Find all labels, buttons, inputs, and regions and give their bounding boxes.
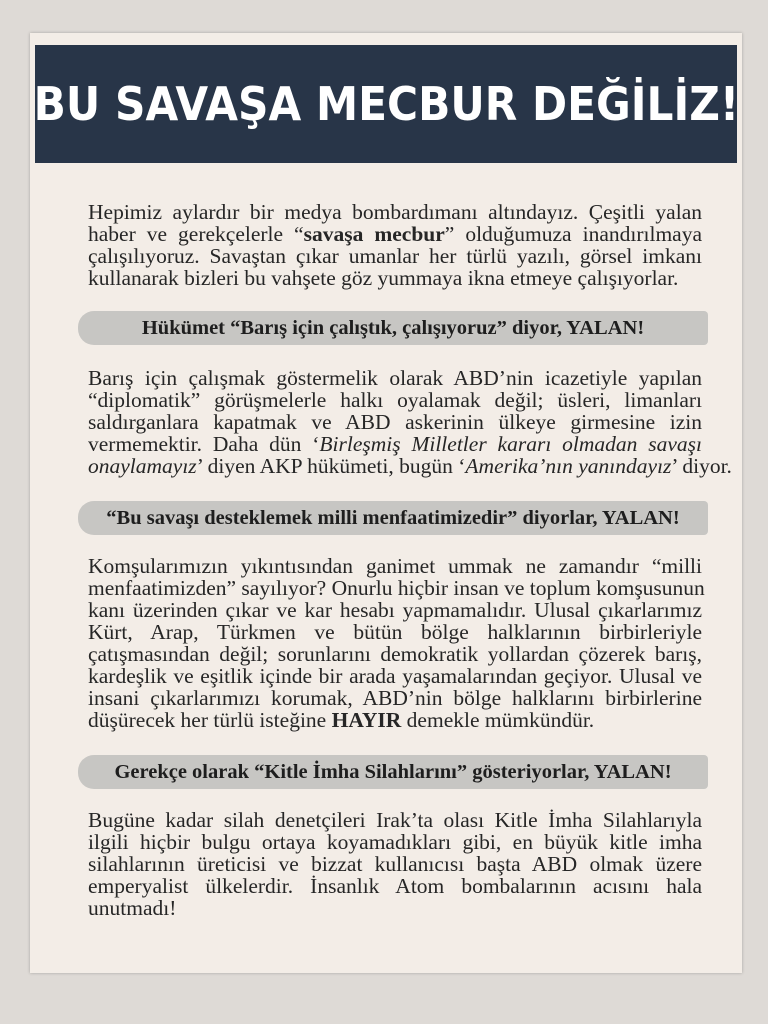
italic-quote: Birleşmiş Milletler kararı olmadan savaşı <box>319 432 702 456</box>
section-heading-bar <box>78 311 708 345</box>
intro-paragraph <box>88 201 702 289</box>
text-run: ” olduğumuza inandırılmaya <box>444 222 703 246</box>
title-banner <box>35 45 737 163</box>
paragraph-line: kanı üzerinden çıkar ve kar hesabı yapmamalıdır. Ulusal çıkarlarımız <box>88 598 702 622</box>
paragraph-line: kardeşlik ve eşitlik içinde bir arada yaşamalarından geçiyor. Ulusal ve <box>88 664 702 688</box>
peace-paragraph <box>88 366 732 478</box>
paragraph-line: ilgili hiçbir bulgu ortaya koyamadıkları gibi, en büyük kitle imha <box>88 830 702 854</box>
text-run: ’ diyen AKP hükümeti, bugün ‘ <box>196 454 466 478</box>
paragraph-line: menfaatimizden” sayılıyor? Onurlu hiçbir insan ve toplum komşusunun <box>88 576 705 600</box>
weapons-paragraph <box>88 809 702 919</box>
text-run: haber ve gerekçelerle “ <box>88 222 304 246</box>
paragraph-line: kullanarak bizleri bu vahşete göz yummaya ikna etmeye çalışıyorlar. <box>88 266 679 290</box>
paragraph-line <box>88 433 702 455</box>
page-title: BU SAVAŞA MECBUR DEĞİLİZ! <box>33 77 739 131</box>
paragraph-line: Hepimiz aylardır bir medya bombardımanı altındayız. Çeşitli yalan <box>88 200 702 224</box>
paragraph-line: silahlarının üreticisi ve bizzat kullanıcısı başta ABD olmak üzere <box>88 852 702 876</box>
paragraph-line: insani çıkarlarımızı korumak, ABD’nin bölge halklarını birbirlerine <box>88 686 702 710</box>
paragraph-line: çatışmasından değil; sorunlarını demokratik yollardan çözerek barış, <box>88 642 702 666</box>
bold-word: HAYIR <box>331 708 402 732</box>
section-heading: “Bu savaşı desteklemek milli menfaatimizedir” diyorlar, YALAN! <box>106 506 680 529</box>
section-heading-bar <box>78 755 708 789</box>
interest-paragraph <box>88 554 705 732</box>
paragraph-line: Komşularımızın yıkıntısından ganimet ummak ne zamandır “milli <box>88 554 702 578</box>
text-run: vermemektir. Daha dün ‘ <box>88 432 320 456</box>
italic-quote: Amerika’nın yanındayız <box>465 454 672 478</box>
section-heading: Hükümet “Barış için çalıştık, çalışıyoruz” diyor, YALAN! <box>141 316 645 339</box>
paragraph-line <box>88 454 732 478</box>
section-heading-bar <box>78 501 708 535</box>
paragraph-line <box>88 223 702 245</box>
section-heading: Gerekçe olarak “Kitle İmha Silahlarını” gösteriyorlar, YALAN! <box>114 760 672 783</box>
paragraph-line: unutmadı! <box>88 896 177 920</box>
paragraph-line: emperyalist ülkelerdir. İnsanlık Atom bombalarının acısını hala <box>88 874 702 898</box>
leaflet-page <box>30 33 742 973</box>
paragraph-line <box>88 709 702 731</box>
italic-quote: onaylamayız <box>88 454 197 478</box>
text-run: düşürecek her türlü isteğine <box>88 708 332 732</box>
bold-phrase: savaşa mecbur <box>303 222 445 246</box>
text-run: ’ diyor. <box>671 454 732 478</box>
paragraph-line: Kürt, Arap, Türkmen ve bütün bölge halklarının birbirleriyle <box>88 620 702 644</box>
paragraph-line: saldırganlara kapatmak ve ABD askerinin ülkeye girmesine izin <box>88 410 702 434</box>
paragraph-line: “diplomatik” görüşmelerle halkı oyalamak değil; üsleri, limanları <box>88 388 702 412</box>
paragraph-line: çalışılıyoruz. Savaştan çıkar umanlar her türlü yazılı, görsel imkanı <box>88 244 702 268</box>
text-run: demekle mümkündür. <box>401 708 595 732</box>
paragraph-line: Barış için çalışmak göstermelik olarak ABD’nin icazetiyle yapılan <box>88 366 702 390</box>
paragraph-line: Bugüne kadar silah denetçileri Irak’ta olası Kitle İmha Silahlarıyla <box>88 808 702 832</box>
